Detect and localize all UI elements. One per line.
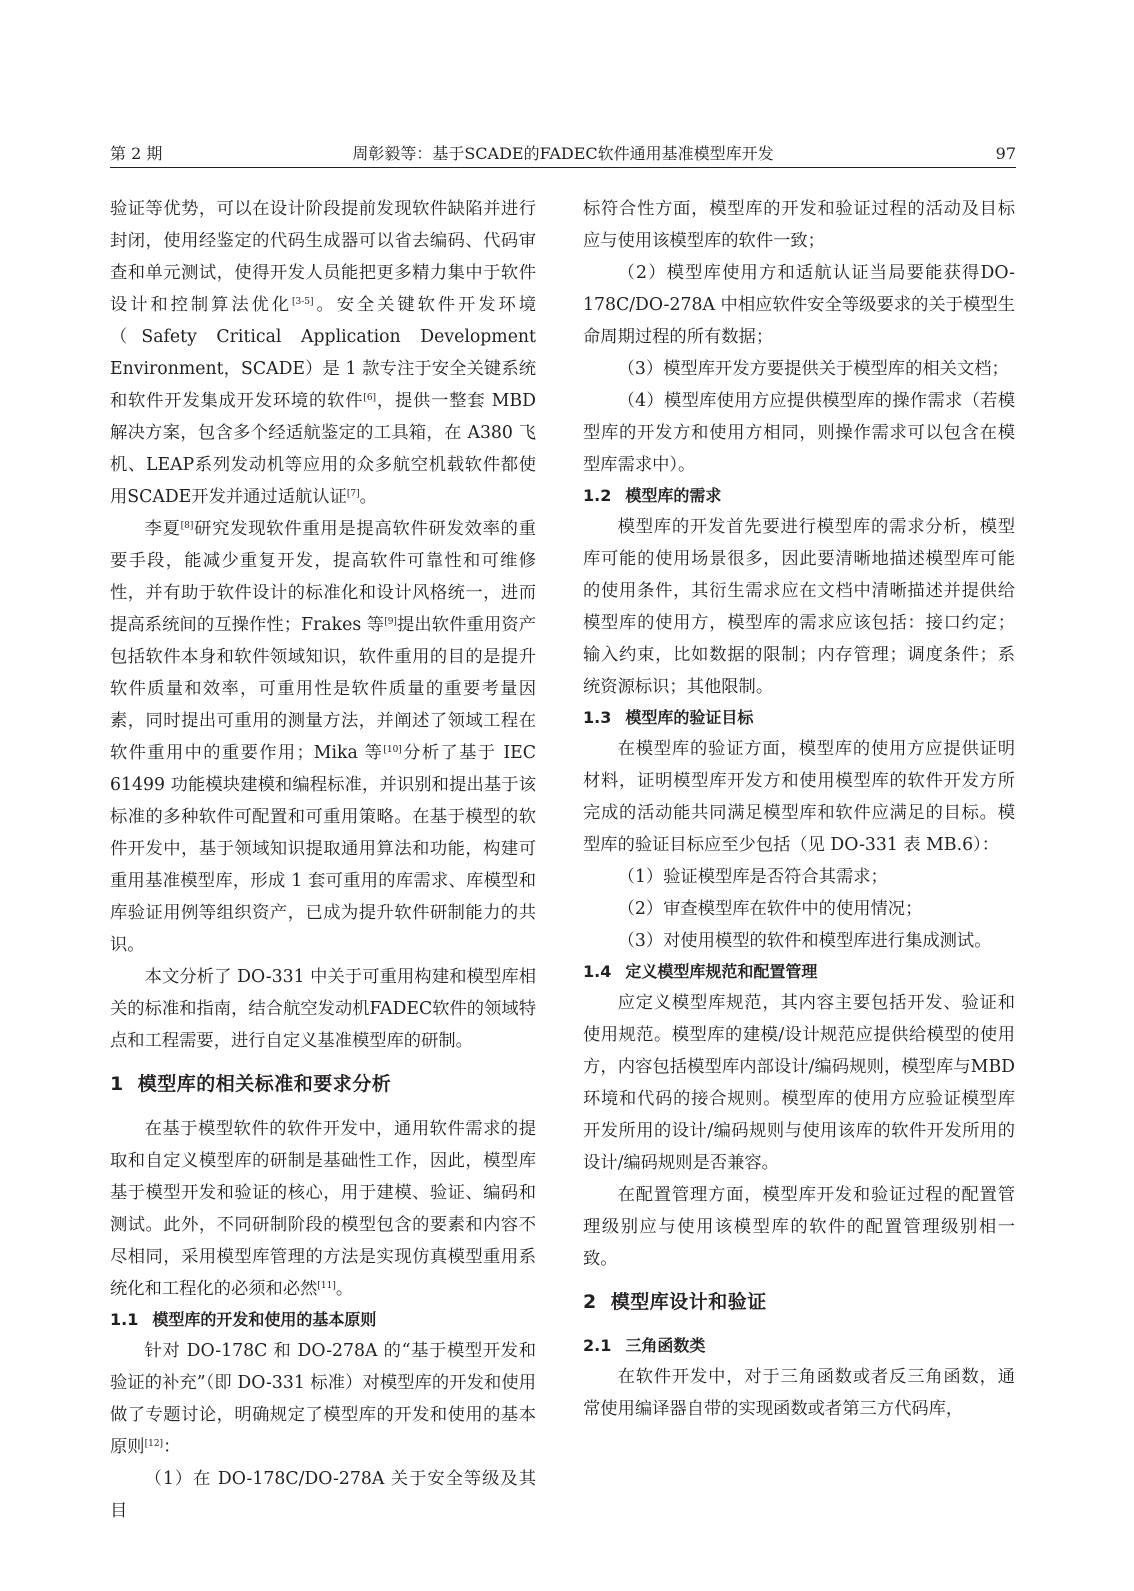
paragraph: 应定义模型库规范，其内容主要包括开发、验证和使用规范。模型库的建模/设计规范应提供给模型的使用方，内容包括模型库内部设计/编码规则，模型库与MBD环境和代码的接合规则。模型库的使用方应验证模型库开发所用的设计/编码规则与使用该库的软件开发所用的设计/编码规则是否兼容。: [583, 993, 1015, 1173]
citation: [10]: [383, 745, 402, 755]
paragraph: 针对 DO-178C 和 DO-278A 的“基于模型开发和验证的补充”（即 DO-331 标准）对模型库的开发和使用做了专题讨论，明确规定了模型库的开发和使用的基本原则[12]：: [110, 1341, 536, 1457]
section-heading: 1 模型库的相关标准和要求分析: [110, 1073, 392, 1095]
right-column: [583, 193, 1015, 1425]
paragraph: 标符合性方面，模型库的开发和验证过程的活动及目标应与使用该模型库的软件一致；: [583, 199, 1015, 251]
citation: [6]: [363, 393, 377, 403]
subsection-heading: 2.1 三角函数类: [583, 1336, 706, 1355]
list-item: （3）模型库开发方要提供关于模型库的相关文档；: [617, 359, 1009, 379]
list-item: （3）对使用模型的软件和模型库进行集成测试。: [617, 931, 992, 951]
subsection-heading: 1.1 模型库的开发和使用的基本原则: [110, 1310, 377, 1329]
subsection-heading: 1.2 模型库的需求: [583, 486, 722, 505]
citation: [7]: [346, 489, 360, 499]
subsection-heading: 1.3 模型库的验证目标: [583, 708, 754, 727]
left-column: [110, 193, 536, 1527]
citation: [3-5]: [292, 297, 314, 307]
list-item: （4）模型库使用方应提供模型库的操作需求（若模型库的开发方和使用方相同，则操作需求可以包含在模型库需求中）。: [583, 391, 1015, 475]
issue-number: 第 2 期: [110, 144, 163, 163]
paragraph: 李夏[8]研究发现软件重用是提高软件研发效率的重要手段，能减少重复开发，提高软件可靠性和可维修性，并有助于软件设计的标准化和设计风格统一，进而提高系统间的互操作性；Frakes 等[9]提出软件重用资产包括软件本身和软件领域知识，软件重用的目的是提升软件质量和效率，可重用性是软件质量的重要考量因素，同时提出可重用的测量方法，并阐述了领域工程在软件重用中的重要作用；Mika 等[10]分析了基于 IEC 61499 功能模块建模和编程标准，并识别和提出基于该标准的多种软件可配置和可重用策略。在基于模型的软件开发中，基于领域知识提取通用算法和功能，构建可重用基准模型库，形成 1 套可重用的库需求、库模型和库验证用例等组织资产，已成为提升软件研制能力的共识。: [110, 519, 536, 955]
paragraph: 在软件开发中，对于三角函数或者反三角函数，通常使用编译器自带的实现函数或者第三方代码库，: [583, 1367, 1015, 1419]
citation: [9]: [384, 617, 397, 627]
list-item: （1）在 DO-178C/DO-278A 关于安全等级及其目: [110, 1469, 536, 1521]
paragraph: 模型库的开发首先要进行模型库的需求分析，模型库可能的使用场景很多，因此要清晰地描述模型库可能的使用条件，其衍生需求应在文档中清晰描述并提供给模型库的使用方，模型库的需求应该包括：接口约定；输入约束，比如数据的限制；内存管理；调度条件；系统资源标识；其他限制。: [583, 517, 1015, 697]
paragraph: 在基于模型软件的软件开发中，通用软件需求的提取和自定义模型库的研制是基础性工作，因此，模型库基于模型开发和验证的核心，用于建模、验证、编码和测试。此外，不同研制阶段的模型包含的要素和内容不尽相同，采用模型库管理的方法是实现仿真模型重用系统化和工程化的必须和必然[11]。: [110, 1119, 536, 1299]
section-heading: 2 模型库设计和验证: [583, 1291, 767, 1313]
paragraph: 在模型库的验证方面，模型库的使用方应提供证明材料，证明模型库开发方和使用模型库的软件开发方所完成的活动能共同满足模型库和软件应满足的目标。模型库的验证目标应至少包括（见 DO-331 表 MB.6）：: [583, 739, 1015, 855]
citation: [11]: [317, 1281, 336, 1291]
paragraph: 验证等优势，可以在设计阶段提前发现软件缺陷并进行封闭，使用经鉴定的代码生成器可以省去编码、代码审查和单元测试，使得开发人员能把更多精力集中于软件设计和控制算法优化[3-5]。安全关键软件开发环境（Safety Critical Application Development Environment，SCADE）是 1 款专注于安全关键系统和软件开发集成开发环境的软件[6]，提供一整套 MBD 解决方案，包含多个经适航鉴定的工具箱，在 A380 飞机、LEAP系列发动机等应用的众多航空机载软件都使用SCADE开发并通过适航认证[7]。: [110, 199, 536, 507]
running-header: [110, 141, 1016, 168]
page-number: 97: [995, 144, 1016, 163]
list-item: （2）模型库使用方和适航认证当局要能获得DO-178C/DO-278A 中相应软件安全等级要求的关于模型生命周期过程的所有数据；: [583, 263, 1015, 347]
list-item: （1）验证模型库是否符合其需求；: [617, 867, 888, 887]
paragraph: 本文分析了 DO-331 中关于可重用构建和模型库相关的标准和指南，结合航空发动机FADEC软件的领域特点和工程需要，进行自定义基准模型库的研制。: [110, 967, 536, 1051]
list-item: （2）审查模型库在软件中的使用情况；: [617, 899, 923, 919]
running-title: 周彰毅等：基于SCADE的FADEC软件通用基准模型库开发: [352, 144, 774, 163]
subsection-heading: 1.4 定义模型库规范和配置管理: [583, 962, 818, 981]
citation: [12]: [144, 1439, 164, 1449]
paragraph: 在配置管理方面，模型库开发和验证过程的配置管理级别应与使用该模型库的软件的配置管理级别相一致。: [583, 1185, 1015, 1269]
citation: [8]: [180, 521, 194, 531]
